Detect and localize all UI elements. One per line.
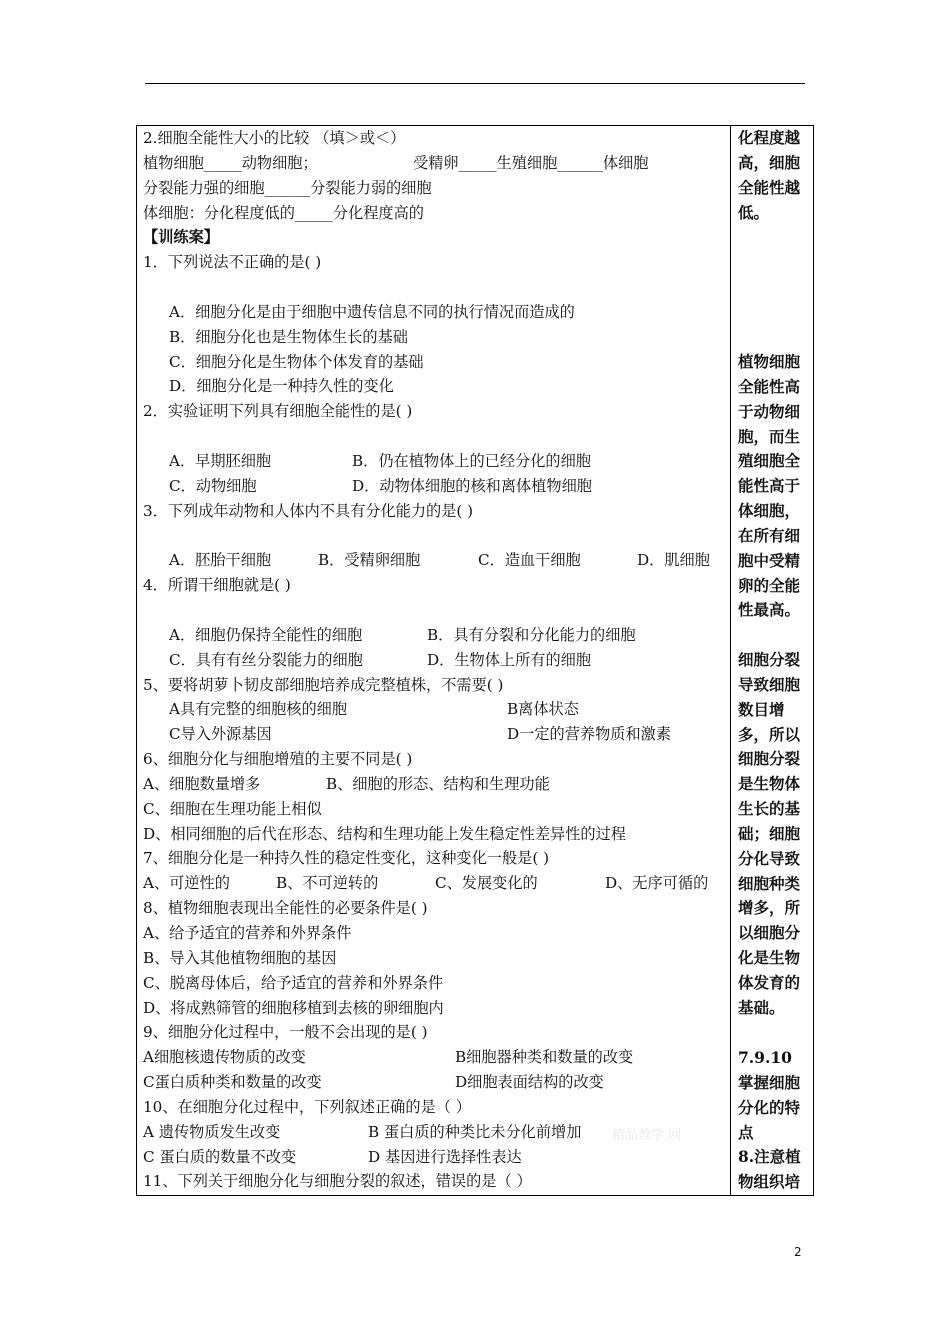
question-8-stem: 8、植物细胞表现出全能性的必要条件是( ) [143, 899, 428, 918]
question-2-stem: 2．实验证明下列具有细胞全能性的是( ) [143, 402, 413, 421]
q7-option-b: B、不可逆转的 [276, 874, 379, 893]
section-2-title: 2.细胞全能性大小的比较 （填＞或＜） [143, 129, 406, 147]
header-rule [145, 83, 805, 84]
side-note-line: 于动物细 [738, 401, 801, 421]
side-note-line: 掌握细胞 [738, 1072, 801, 1092]
q5-option-d: D一定的营养物质和激素 [507, 725, 672, 744]
side-note-line: 基础。 [738, 997, 785, 1017]
question-1-stem: 1．下列说法不正确的是( ) [143, 253, 322, 272]
q5-options-row-1 [143, 697, 728, 722]
q2-options-row-1 [143, 449, 728, 474]
side-note-line: 数目增 [738, 699, 785, 719]
side-note-line: 分化导致 [738, 848, 801, 868]
q6-option-b: B、细胞的形态、结构和生理功能 [326, 774, 550, 793]
q7-option-a: A、可逆性的 [143, 874, 230, 893]
q4-option-b: B．具有分裂和分化能力的细胞 [427, 625, 636, 644]
comparison-plant-animal: 植物细胞_____动物细胞； [143, 153, 318, 172]
q7-option-c: C、发展变化的 [435, 874, 538, 893]
q5-options-row-2 [143, 722, 728, 747]
q3-options-row [143, 548, 728, 573]
q9-option-a: A细胞核遗传物质的改变 [143, 1048, 306, 1067]
q3-option-a: A．胚胎干细胞 [169, 551, 272, 570]
question-10-stem: 10、在细胞分化过程中，下列叙述正确的是（ ） [143, 1097, 471, 1116]
spacer [143, 424, 728, 449]
q9-options-row-2 [143, 1070, 728, 1095]
q2-option-a: A．早期胚细胞 [169, 451, 272, 470]
q2-option-b: B．仍在植物体上的已经分化的细胞 [352, 451, 591, 470]
spacer [143, 524, 728, 549]
side-note-line: 体细胞， [738, 501, 801, 521]
side-note-line: 础；细胞 [738, 823, 801, 843]
q2-options-row-2 [143, 474, 728, 499]
q4-options-row-2 [143, 648, 728, 673]
main-column [143, 126, 728, 1194]
q4-options-row-1 [143, 623, 728, 648]
q10-option-a: A 遗传物质发生改变 [143, 1122, 281, 1141]
side-note-line: 能性高于 [738, 476, 801, 496]
side-note-line: 体发育的 [738, 972, 801, 992]
side-note-line: 胞，而生 [738, 426, 801, 446]
training-heading: 【训练案】 [143, 228, 219, 247]
side-note-1 [738, 126, 812, 225]
q9-option-b: B细胞器种类和数量的改变 [455, 1048, 634, 1067]
q1-option-d: D．细胞分化是一种持久性的变化 [169, 377, 394, 396]
question-7-stem: 7、细胞分化是一种持久性的稳定性变化，这种变化一般是( ) [143, 849, 550, 868]
question-5-stem: 5、要将胡萝卜韧皮部细胞培养成完整植株，不需要( ) [143, 675, 504, 694]
q8-option-c: C、脱离母体后，给予适宜的营养和外界条件 [143, 973, 444, 992]
q6-options-row-1 [143, 772, 728, 797]
side-note-line: 化程度越 [738, 128, 801, 147]
side-note-4 [738, 1046, 812, 1195]
q3-option-c: C．造血干细胞 [478, 551, 581, 570]
q9-options-row-1 [143, 1045, 728, 1070]
side-note-line: 殖细胞全 [738, 451, 801, 471]
side-note-line: 物组织培 [738, 1172, 801, 1192]
q10-option-d: D 基因进行选择性表达 [368, 1147, 522, 1166]
q6-option-a: A、细胞数量增多 [143, 774, 261, 793]
side-note-line: 点 [738, 1122, 754, 1142]
side-note-line: 导致细胞 [738, 674, 801, 694]
comparison-zygote-germ-somatic: 受精卵_____生殖细胞______体细胞 [413, 153, 649, 172]
page-number: 2 [794, 1245, 802, 1259]
q4-option-d: D．生物体上所有的细胞 [427, 650, 592, 669]
side-note-line: 8.注意植 [738, 1147, 801, 1167]
q5-option-b: B离体状态 [507, 700, 579, 719]
q8-option-d: D、将成熟筛管的细胞移植到去核的卵细胞内 [143, 998, 444, 1017]
side-note-line: 增多，所 [738, 898, 801, 918]
q10-options-row-2 [143, 1145, 728, 1170]
side-note-line: 细胞分裂 [738, 650, 801, 669]
side-note-line: 高，细胞 [738, 152, 801, 172]
side-note-line: 7.9.10 [738, 1048, 792, 1067]
side-note-3 [738, 648, 812, 1021]
side-note-line: 低。 [738, 202, 770, 222]
q2-option-c: C．动物细胞 [169, 476, 257, 495]
side-note-line: 以细胞分 [738, 923, 801, 943]
q1-option-c: C．细胞分化是生物体个体发育的基础 [169, 352, 424, 371]
side-note-line: 化是生物 [738, 948, 801, 968]
side-note-2 [738, 350, 812, 623]
q8-option-a: A、给予适宜的营养和外界条件 [143, 924, 352, 942]
spacer [143, 275, 728, 300]
column-divider [730, 125, 731, 1196]
side-note-line: 在所有细 [738, 525, 801, 545]
watermark: 精品教学 网 [612, 1128, 682, 1143]
q3-option-b: B．受精卵细胞 [318, 551, 421, 570]
q5-option-a: A具有完整的细胞核的细胞 [169, 700, 348, 719]
side-note-line: 全能性高 [738, 376, 801, 396]
side-note-line: 植物细胞 [738, 352, 801, 371]
comparison-line-2: 分裂能力强的细胞______分裂能力弱的细胞 [143, 178, 432, 197]
q6-option-c: C、细胞在生理功能上相似 [143, 799, 322, 818]
comparison-line-3: 体细胞：分化程度低的_____分化程度高的 [143, 203, 424, 222]
q1-option-a: A．细胞分化是由于细胞中遗传信息不同的执行情况而造成的 [169, 302, 575, 321]
side-note-line: 细胞种类 [738, 873, 801, 893]
side-note-line: 生长的基 [738, 799, 801, 819]
side-note-line: 全能性越 [738, 177, 801, 197]
question-6-stem: 6、细胞分化与细胞增殖的主要不同是( ) [143, 750, 413, 769]
question-3-stem: 3．下列成年动物和人体内不具有分化能力的是( ) [143, 501, 474, 520]
q10-option-b: B 蛋白质的种类比未分化前增加 [368, 1122, 582, 1141]
side-note-line: 分化的特 [738, 1097, 801, 1117]
spacer [143, 598, 728, 623]
side-note-line: 性最高。 [738, 600, 801, 620]
q4-option-c: C．具有有丝分裂能力的细胞 [169, 650, 363, 669]
q6-option-d: D、相同细胞的后代在形态、结构和生理功能上发生稳定性差异性的过程 [143, 824, 626, 843]
q4-option-a: A．细胞仍保持全能性的细胞 [169, 625, 363, 644]
side-note-line: 多，所以 [738, 724, 801, 744]
side-note-line: 细胞分裂 [738, 749, 801, 769]
q10-option-c: C 蛋白质的数量不改变 [143, 1147, 297, 1166]
side-note-line: 卵的全能 [738, 575, 801, 595]
q2-option-d: D．动物体细胞的核和离体植物细胞 [352, 476, 592, 495]
side-note-line: 胞中受精 [738, 550, 801, 570]
q3-option-d: D．肌细胞 [637, 551, 710, 570]
q5-option-c: C导入外源基因 [169, 725, 272, 744]
question-4-stem: 4．所谓干细胞就是( ) [143, 576, 291, 595]
question-11-stem: 11、下列关于细胞分化与细胞分裂的叙述，错误的是（ ） [143, 1172, 532, 1191]
side-note-line: 是生物体 [738, 774, 801, 794]
q9-option-d: D细胞表面结构的改变 [455, 1073, 604, 1092]
question-9-stem: 9、细胞分化过程中，一般不会出现的是( ) [143, 1023, 428, 1042]
q1-option-b: B．细胞分化也是生物体生长的基础 [169, 327, 408, 346]
comparison-line-1 [143, 151, 728, 176]
q8-option-b: B、导入其他植物细胞的基因 [143, 948, 337, 967]
q9-option-c: C蛋白质种类和数量的改变 [143, 1073, 322, 1092]
q7-option-d: D、无序可循的 [605, 874, 709, 893]
q7-options-row [143, 871, 728, 896]
